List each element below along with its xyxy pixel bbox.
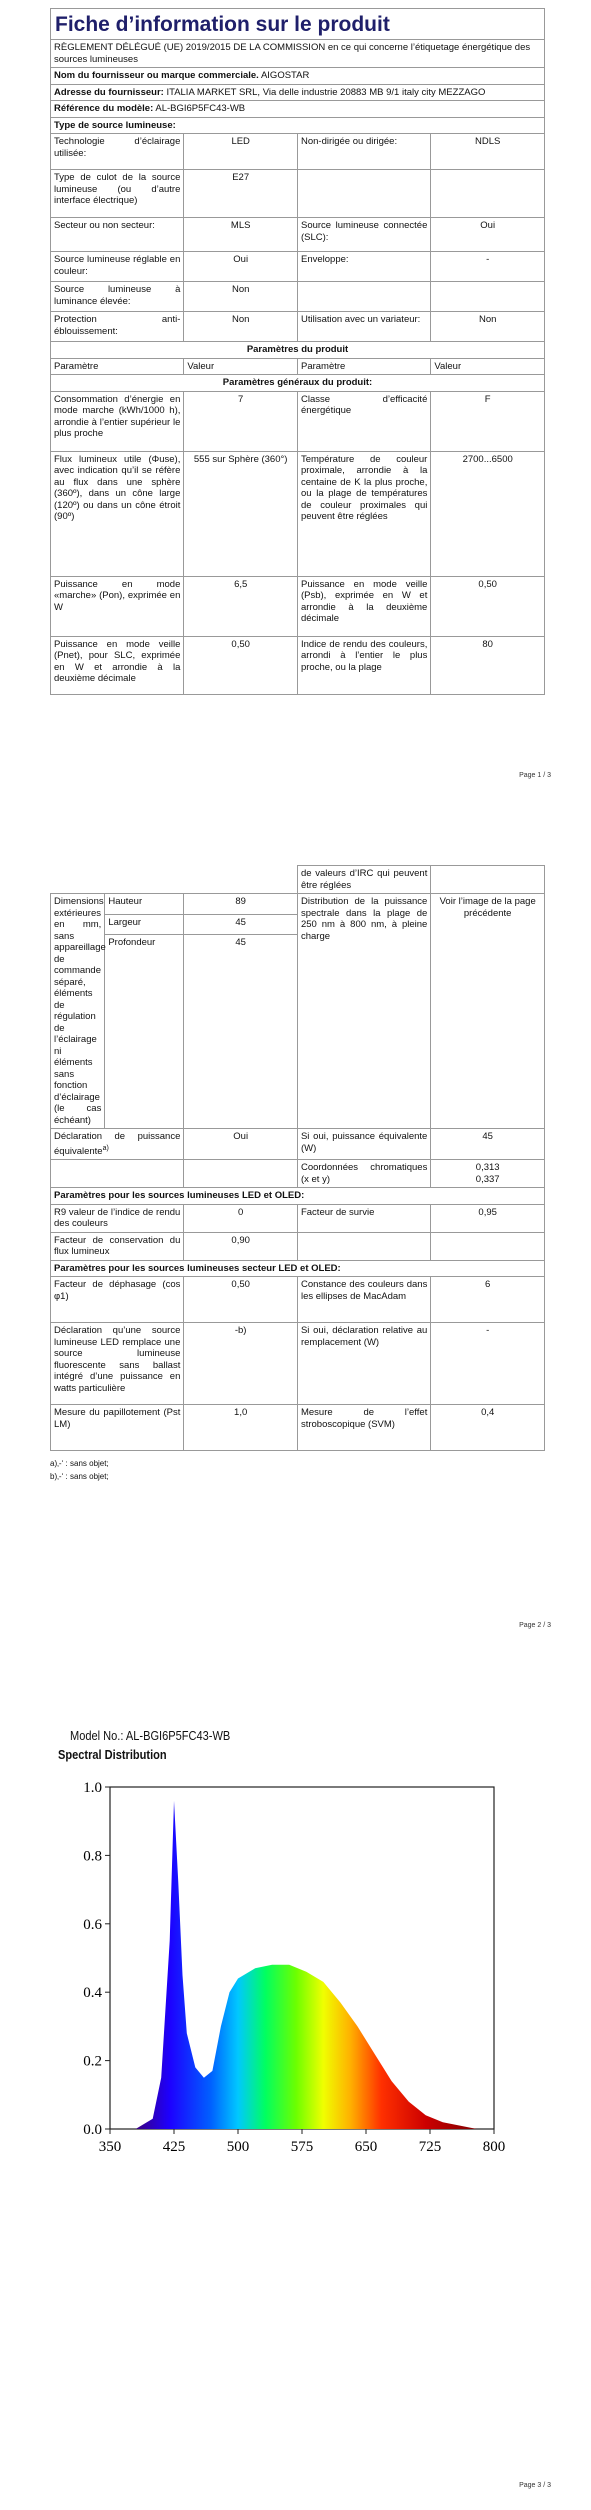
page-3	[0, 1650, 591, 2510]
y-tick-label: 0.4	[83, 1985, 102, 2002]
supplier-address: ITALIA MARKET SRL, Via delle industrie 20883 MB 9/1 italy city MEZZAGO	[166, 86, 486, 98]
param-label: Source lumineuse connectée (SLC):	[297, 218, 430, 252]
param-value: F	[431, 391, 545, 451]
page-title: Fiche d’information sur le produit	[50, 8, 545, 39]
empty-cell	[297, 282, 430, 312]
x-tick-label: 800	[482, 2139, 506, 2155]
param-label: R9 valeur de l’indice de rendu des couleurs	[51, 1204, 184, 1232]
param-value: NDLS	[431, 134, 545, 170]
y-tick-label: 1.0	[83, 1780, 102, 1796]
param-value: Voir l’image de la page précédente	[431, 894, 545, 1129]
param-value: 2700...6500	[431, 451, 545, 576]
empty-cell	[184, 1160, 298, 1188]
empty-cell	[51, 866, 298, 894]
page-number: Page 2 / 3	[519, 1622, 551, 1629]
y-tick-label: 0.6	[83, 1916, 102, 1933]
type-header: Type de source lumineuse:	[51, 117, 545, 134]
param-value: 0	[184, 1204, 298, 1232]
page-1	[0, 0, 591, 790]
param-value: -	[431, 252, 545, 282]
param-label: Consommation d’énergie en mode marche (kWh/1000 h), arrondie à l’entier supérieur le plus proche	[51, 391, 184, 451]
supplier-address-row	[51, 84, 545, 101]
param-value: Oui	[184, 1129, 298, 1160]
param-value: 45	[431, 1129, 545, 1160]
param-value: 0,95	[431, 1204, 545, 1232]
supplier-name: AIGOSTAR	[260, 70, 310, 81]
param-label: Mesure du papillotement (Pst LM)	[51, 1405, 184, 1451]
param-label: Type de culot de la source lumineuse (ou d’autre interface électrique)	[51, 170, 184, 218]
empty-cell	[431, 1232, 545, 1260]
param-value: 1,0	[184, 1405, 298, 1451]
spectral-title: Spectral Distribution	[58, 1747, 167, 1762]
param-label: de valeurs d’IRC qui peuvent être réglées	[297, 866, 430, 894]
param-label: Indice de rendu des couleurs, arrondi à l’entier le plus proche, ou la plage	[297, 636, 430, 694]
supplier-name-row	[51, 68, 545, 85]
regulation-text: RÈGLEMENT DÉLÉGUÉ (UE) 2019/2015 DE LA COMMISSION en ce qui concerne l’étiquetage énergétique des sources lumineuses	[51, 40, 545, 68]
param-label: Mesure de l’effet stroboscopique (SVM)	[297, 1405, 430, 1451]
param-label: Technologie d’éclairage utilisée:	[51, 134, 184, 170]
param-label: Facteur de survie	[297, 1204, 430, 1232]
param-label: Déclaration qu’une source lumineuse LED remplace une source lumineuse fluorescente sans ballast intégré d’une puissance en watts particulière	[51, 1323, 184, 1405]
param-label: Utilisation avec un variateur:	[297, 312, 430, 342]
param-label: Puissance en mode veille (Pnet), pour SLC, exprimée en W et arrondie à la deuxième décimale	[51, 636, 184, 694]
supplier-address-label: Adresse du fournisseur:	[54, 86, 164, 98]
param-value: Non	[184, 312, 298, 342]
empty-cell	[297, 1232, 430, 1260]
info-sheet-continued	[50, 865, 545, 1483]
param-value: 6,5	[184, 576, 298, 636]
param-label: Déclaration de puissance équivalente$^{a)}$	[51, 1129, 184, 1160]
dimension-value: 45	[184, 914, 298, 935]
empty-cell	[431, 170, 545, 218]
dimension-value: 89	[184, 894, 298, 915]
param-value: Non	[184, 282, 298, 312]
spectral-distribution-chart	[55, 1775, 525, 2175]
y-tick-label: 0.8	[83, 1848, 102, 1865]
model-number: Model No.: AL-BGI6P5FC43-WB	[70, 1728, 231, 1743]
param-value: 6	[431, 1277, 545, 1323]
param-label: Classe d’efficacité énergétique	[297, 391, 430, 451]
param-value: 555 sur Sphère (360°)	[184, 451, 298, 576]
column-header: Valeur	[184, 358, 298, 375]
empty-cell	[51, 1160, 184, 1188]
param-label: Distribution de la puissance spectrale dans la plage de 250 nm à 800 nm, à pleine charge	[297, 894, 430, 1129]
param-label: Enveloppe:	[297, 252, 430, 282]
page-number: Page 1 / 3	[519, 772, 551, 779]
param-value: MLS	[184, 218, 298, 252]
param-label: Flux lumineux utile (Φuse), avec indication qu’il se réfère au flux dans une sphère (360º), dans un cône large (120º) ou dans un cône étroit (90º)	[51, 451, 184, 576]
dimension-value: 45	[184, 935, 298, 1129]
dimension-label: Largeur	[105, 914, 184, 935]
param-label: Source lumineuse réglable en couleur:	[51, 252, 184, 282]
param-value: Non	[431, 312, 545, 342]
y-tick-label: 0.0	[83, 2122, 102, 2138]
param-label: Protection anti-éblouissement:	[51, 312, 184, 342]
param-value: 0,4	[431, 1405, 545, 1451]
param-label: Non-dirigée ou dirigée:	[297, 134, 430, 170]
footnotes	[50, 1457, 545, 1483]
param-value: 0,90	[184, 1232, 298, 1260]
supplier-name-label: Nom du fournisseur ou marque commerciale.	[54, 70, 259, 81]
chroma-y: 0,337	[475, 1173, 500, 1185]
info-sheet	[50, 8, 545, 695]
page-2	[0, 805, 591, 1635]
x-tick-label: 350	[98, 2139, 122, 2155]
x-tick-label: 650	[354, 2139, 378, 2155]
x-tick-label: 500	[226, 2139, 250, 2155]
param-label: Facteur de conservation du flux lumineux	[51, 1232, 184, 1260]
param-label: Coordonnées chromatiques (x et y)	[297, 1160, 430, 1188]
dimension-label: Hauteur	[105, 894, 184, 915]
led-header: Paramètres pour les sources lumineuses LED et OLED:	[51, 1188, 545, 1205]
x-tick-label: 575	[290, 2139, 314, 2155]
params-header: Paramètres du produit	[51, 342, 545, 359]
x-axis	[99, 2129, 506, 2155]
column-header: Paramètre	[297, 358, 430, 375]
general-header: Paramètres généraux du produit:	[51, 375, 545, 392]
footnote-b: b)‚-‘ : sans objet;	[50, 1472, 109, 1482]
product-info-table	[50, 39, 545, 695]
param-value: Oui	[431, 218, 545, 252]
chroma-x: 0,313	[475, 1162, 500, 1174]
param-value: 80	[431, 636, 545, 694]
param-value: -b)	[184, 1323, 298, 1405]
param-value: E27	[184, 170, 298, 218]
empty-cell	[431, 282, 545, 312]
param-value: 0,50	[431, 576, 545, 636]
param-value: 0,50	[184, 636, 298, 694]
param-value: Oui	[184, 252, 298, 282]
param-label: Puissance en mode «marche» (Pon), exprimée en W	[51, 576, 184, 636]
model-row	[51, 101, 545, 118]
param-value: 0,50	[184, 1277, 298, 1323]
param-label: Facteur de déphasage (cos φ1)	[51, 1277, 184, 1323]
y-axis	[83, 1780, 110, 2138]
dimension-label: Profondeur	[105, 935, 184, 1129]
param-label: Source lumineuse à luminance élevée:	[51, 282, 184, 312]
mains-header: Paramètres pour les sources lumineuses secteur LED et OLED:	[51, 1260, 545, 1277]
empty-cell	[431, 866, 545, 894]
param-label: Si oui, déclaration relative au remplacement (W)	[297, 1323, 430, 1405]
x-tick-label: 725	[418, 2139, 442, 2155]
equivalent-power-label: Déclaration de puissance équivalente	[54, 1131, 181, 1157]
empty-cell	[297, 170, 430, 218]
param-label: Secteur ou non secteur:	[51, 218, 184, 252]
param-label: Puissance en mode veille (Psb), exprimée en W et arrondie à la deuxième décimale	[297, 576, 430, 636]
page-number: Page 3 / 3	[519, 2482, 551, 2489]
column-header: Valeur	[431, 358, 545, 375]
param-value: LED	[184, 134, 298, 170]
model-label: Référence du modèle:	[54, 103, 154, 114]
param-label: Si oui, puissance équivalente (W)	[297, 1129, 430, 1160]
param-value: -	[431, 1323, 545, 1405]
product-params-table	[50, 865, 545, 1451]
y-tick-label: 0.2	[83, 2053, 102, 2070]
x-tick-label: 425	[162, 2139, 186, 2155]
column-header: Paramètre	[51, 358, 184, 375]
param-label: Constance des couleurs dans les ellipses de MacAdam	[297, 1277, 430, 1323]
footnote-a: a)‚-‘ : sans objet;	[50, 1459, 109, 1469]
param-label: Dimensions extérieures en mm, sans appareillage de commande séparé, éléments de régulation de l’éclairage ni éléments sans fonction d’éclairage (le cas échéant)	[51, 894, 105, 1129]
model-reference: AL-BGI6P5FC43-WB	[155, 103, 246, 114]
param-label: Température de couleur proximale, arrondie à la centaine de K la plus proche, ou la plage de températures de couleur proximales qui peuvent être réglées	[297, 451, 430, 576]
param-value: 7	[184, 391, 298, 451]
param-value	[431, 1160, 545, 1188]
